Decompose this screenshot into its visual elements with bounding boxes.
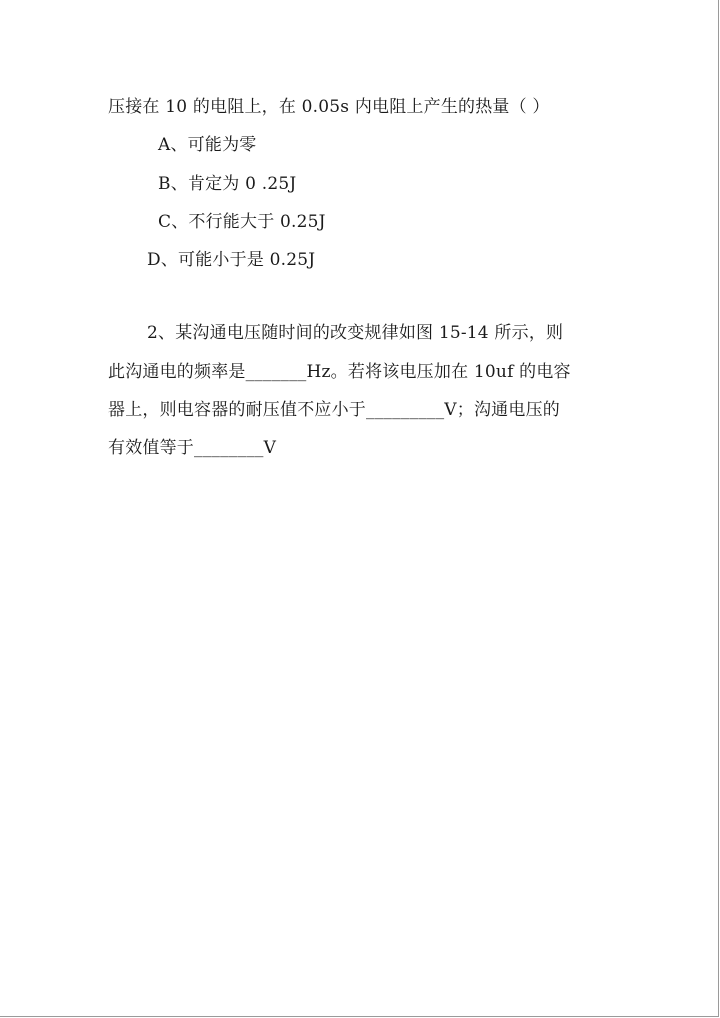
question1-stem: 压接在 10 的电阻上，在 0.05s 内电阻上产生的热量（ ）: [108, 97, 550, 117]
question2-line-2: 此沟通电的频率是_______Hz。若将该电压加在 10uf 的电容: [108, 362, 571, 382]
option-d: D、可能小于是 0.25J: [147, 250, 316, 270]
option-a: A、可能为零: [158, 135, 257, 155]
question2-line-3: 器上，则电容器的耐压值不应小于_________V；沟通电压的: [108, 400, 560, 420]
option-b: B、肯定为 0 .25J: [158, 174, 297, 194]
question2-line-1: 2、某沟通电压随时间的改变规律如图 15-14 所示，则: [147, 323, 564, 343]
question2-line-4: 有效值等于________V: [108, 438, 277, 458]
option-c: C、不行能大于 0.25J: [158, 212, 326, 232]
